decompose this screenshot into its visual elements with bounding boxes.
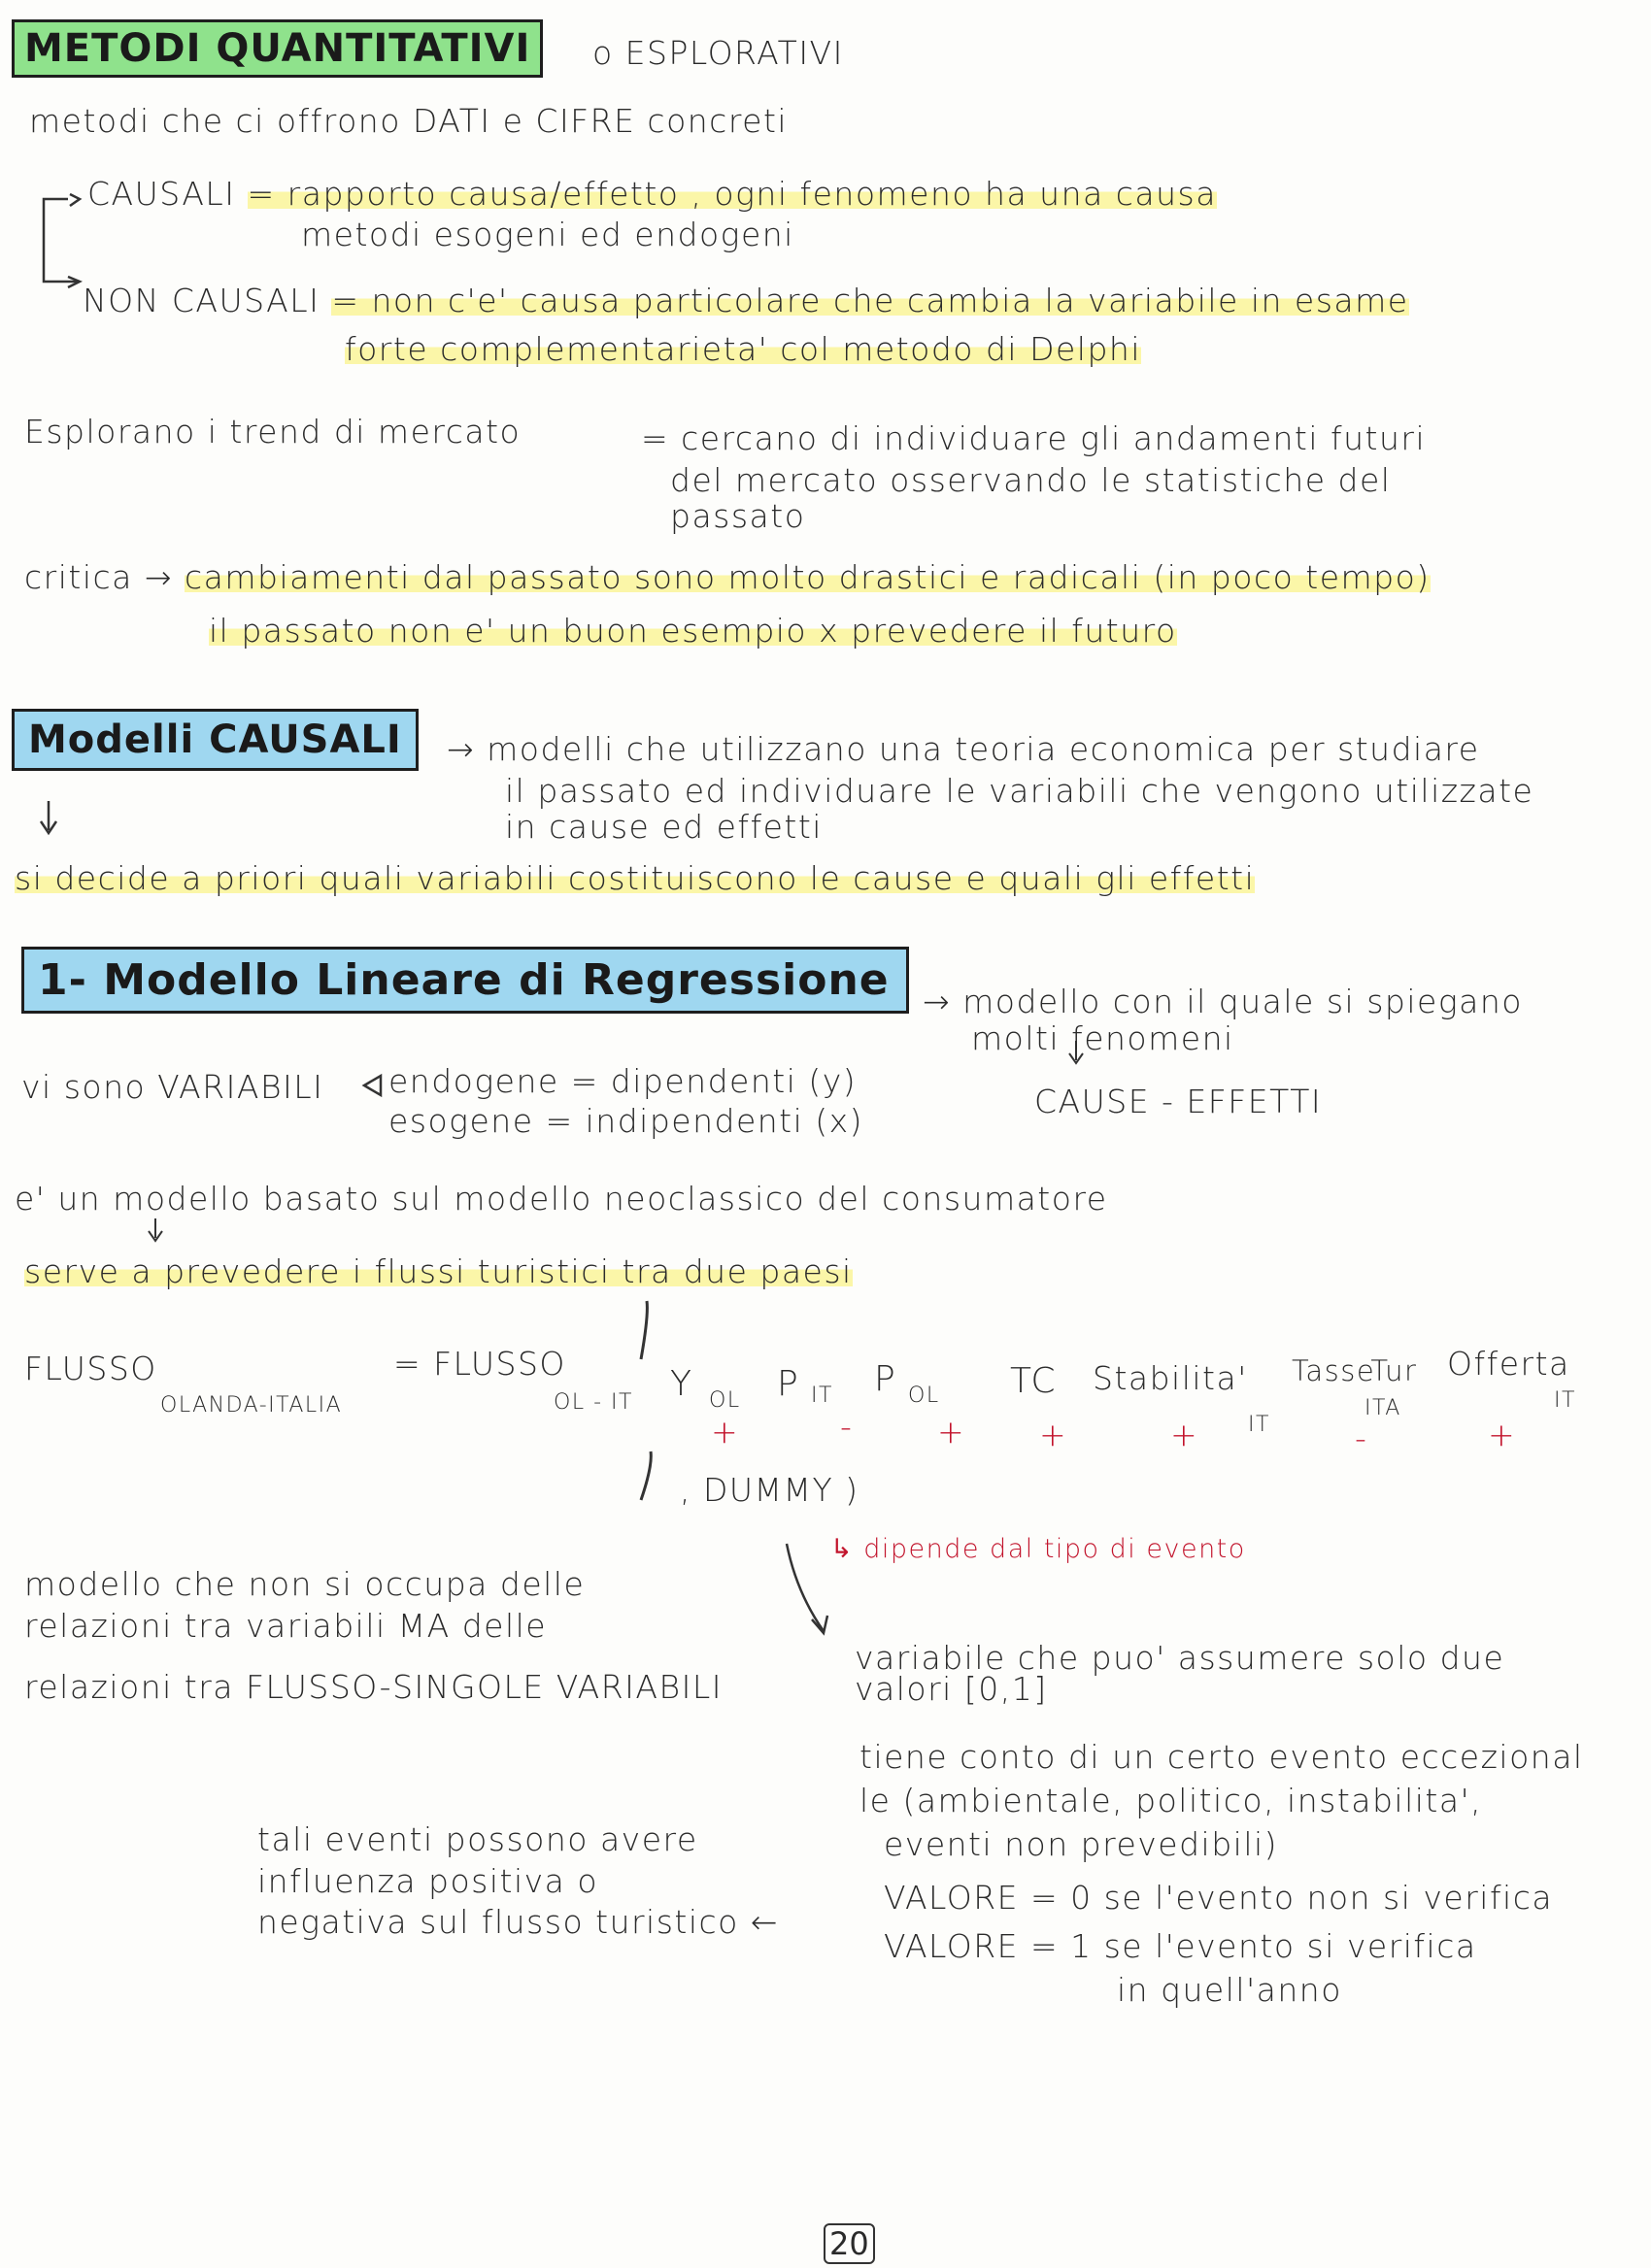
- trend-label: Esplorano i trend di mercato: [24, 413, 522, 450]
- dummy-note-text: dipende dal tipo di evento: [863, 1534, 1246, 1564]
- non-causal-text: = non c'e' causa particolare che cambia la variabile in esame: [331, 282, 1409, 319]
- title-suffix: o ESPLORATIVI: [592, 34, 844, 72]
- formula-offerta: Offerta: [1447, 1345, 1570, 1383]
- causal-line: [87, 175, 1217, 213]
- relazioni-line-2: relazioni tra variabili MA delle: [24, 1607, 548, 1645]
- modelli-causali-note: si decide a priori quali variabili costituiscono le cause e quali gli effetti: [15, 859, 1256, 897]
- regressione-serve: [24, 1252, 853, 1290]
- formula-eq-sub: OL - IT: [554, 1390, 633, 1415]
- formula-tc: TC: [1010, 1361, 1058, 1401]
- dummy-valore-0: VALORE = 0 se l'evento non si verifica: [884, 1879, 1554, 1917]
- dummy-line-2: valori [0,1]: [855, 1670, 1048, 1708]
- critica-text-2: il passato non e' un buon esempio x prevedere il futuro: [209, 612, 1177, 650]
- section-title-regressione: 1- Modello Lineare di Regressione: [21, 947, 909, 1014]
- formula-lhs-sub: OLANDA-ITALIA: [160, 1393, 343, 1418]
- section-title-metodi-quantitativi: METODI QUANTITATIVI: [12, 19, 543, 78]
- modelli-causali-text-2: il passato ed individuare le variabili che vengono utilizzate: [505, 772, 1534, 810]
- regressione-base: e' un modello basato sul modello neoclassico del consumatore: [15, 1180, 1108, 1217]
- critica-text-1: cambiamenti dal passato sono molto drastici e radicali (in poco tempo): [185, 558, 1431, 596]
- trend-text-3: passato: [670, 497, 806, 535]
- trend-text-1: = cercano di individuare gli andamenti futuri: [641, 419, 1427, 457]
- formula-y: Y: [670, 1364, 693, 1404]
- non-causal-text-2: forte complementarieta' col metodo di Delphi: [345, 330, 1142, 368]
- variabili-label: vi sono VARIABILI: [21, 1068, 324, 1106]
- non-causal-label: NON CAUSALI: [83, 282, 320, 319]
- dummy-line-4: le (ambientale, politico, instabilita',: [859, 1782, 1483, 1819]
- regressione-desc-1: → modello con il quale si spiegano: [923, 983, 1523, 1020]
- eventi-line-1: tali eventi possono avere: [257, 1820, 698, 1858]
- critica-label: critica →: [24, 558, 173, 596]
- regressione-desc-2: molti fenomeni: [971, 1019, 1234, 1057]
- formula-p1: P: [777, 1364, 800, 1404]
- regressione-serve-text: serve a prevedere i flussi turistici tra due paesi: [24, 1252, 853, 1290]
- modelli-causali-text-1: → modelli che utilizzano una teoria economica per studiare: [447, 730, 1480, 768]
- formula-stabilita: Stabilita': [1093, 1359, 1248, 1397]
- causal-text-2: metodi esogeni ed endogeni: [301, 216, 794, 253]
- page-number: 20: [824, 2223, 875, 2264]
- dummy-note-arrow: ↳: [830, 1534, 864, 1564]
- eventi-line-2: influenza positiva o: [257, 1862, 599, 1900]
- formula-tasse-sub: ITA: [1365, 1396, 1401, 1420]
- variabili-endogene: endogene = dipendenti (y): [388, 1062, 858, 1100]
- section-title-modelli-causali: Modelli CAUSALI: [12, 709, 419, 771]
- formula-tasse: TasseTur: [1292, 1354, 1418, 1387]
- variabili-esogene: esogene = indipendenti (x): [388, 1102, 864, 1140]
- formula-p2: P: [874, 1359, 897, 1399]
- dummy-line-5: eventi non prevedibili): [884, 1825, 1279, 1863]
- formula-p2-sub: OL: [908, 1384, 940, 1408]
- subtitle: metodi che ci offrono DATI e CIFRE concreti: [29, 102, 789, 140]
- dummy-valore-1b: in quell'anno: [1117, 1971, 1342, 2009]
- formula-offerta-sub: IT: [1554, 1388, 1576, 1413]
- dummy-valore-1: VALORE = 1 se l'evento si verifica: [884, 1927, 1477, 1965]
- formula-sign-offerta: +: [1488, 1416, 1517, 1453]
- non-causal-line: [83, 282, 1409, 319]
- formula-stabilita-sub: IT: [1248, 1413, 1270, 1437]
- formula-lhs: FLUSSO: [24, 1350, 157, 1387]
- dummy-note: [830, 1534, 1246, 1564]
- relazioni-line-3: relazioni tra FLUSSO-SINGOLE VARIABILI: [24, 1668, 723, 1706]
- dummy-line-1: variabile che puo' assumere solo due: [855, 1639, 1505, 1677]
- formula-dummy: , DUMMY ): [680, 1471, 859, 1509]
- formula-p1-sub: IT: [811, 1384, 833, 1408]
- cause-effetti: CAUSE - EFFETTI: [1034, 1083, 1323, 1120]
- dummy-line-3: tiene conto di un certo evento eccezional: [859, 1738, 1584, 1776]
- relazioni-line-1: modello che non si occupa delle: [24, 1565, 586, 1603]
- formula-sign-tc: +: [1039, 1416, 1068, 1453]
- causal-label: CAUSALI: [87, 175, 236, 213]
- formula-sign-y: +: [711, 1413, 740, 1451]
- critica-line: [24, 558, 1431, 596]
- causal-text: = rapporto causa/effetto , ogni fenomeno ha una causa: [247, 175, 1217, 213]
- trend-text-2: del mercato osservando le statistiche del: [670, 461, 1392, 499]
- formula-sign-p1: -: [840, 1408, 854, 1446]
- formula-eq: = FLUSSO: [393, 1345, 566, 1383]
- eventi-line-3: negativa sul flusso turistico ←: [257, 1903, 779, 1941]
- formula-sign-tasse: -: [1355, 1419, 1368, 1457]
- formula-sign-stabilita: +: [1170, 1416, 1199, 1453]
- formula-sign-p2: +: [937, 1413, 966, 1451]
- modelli-causali-text-3: in cause ed effetti: [505, 808, 823, 846]
- formula-y-sub: OL: [709, 1388, 741, 1413]
